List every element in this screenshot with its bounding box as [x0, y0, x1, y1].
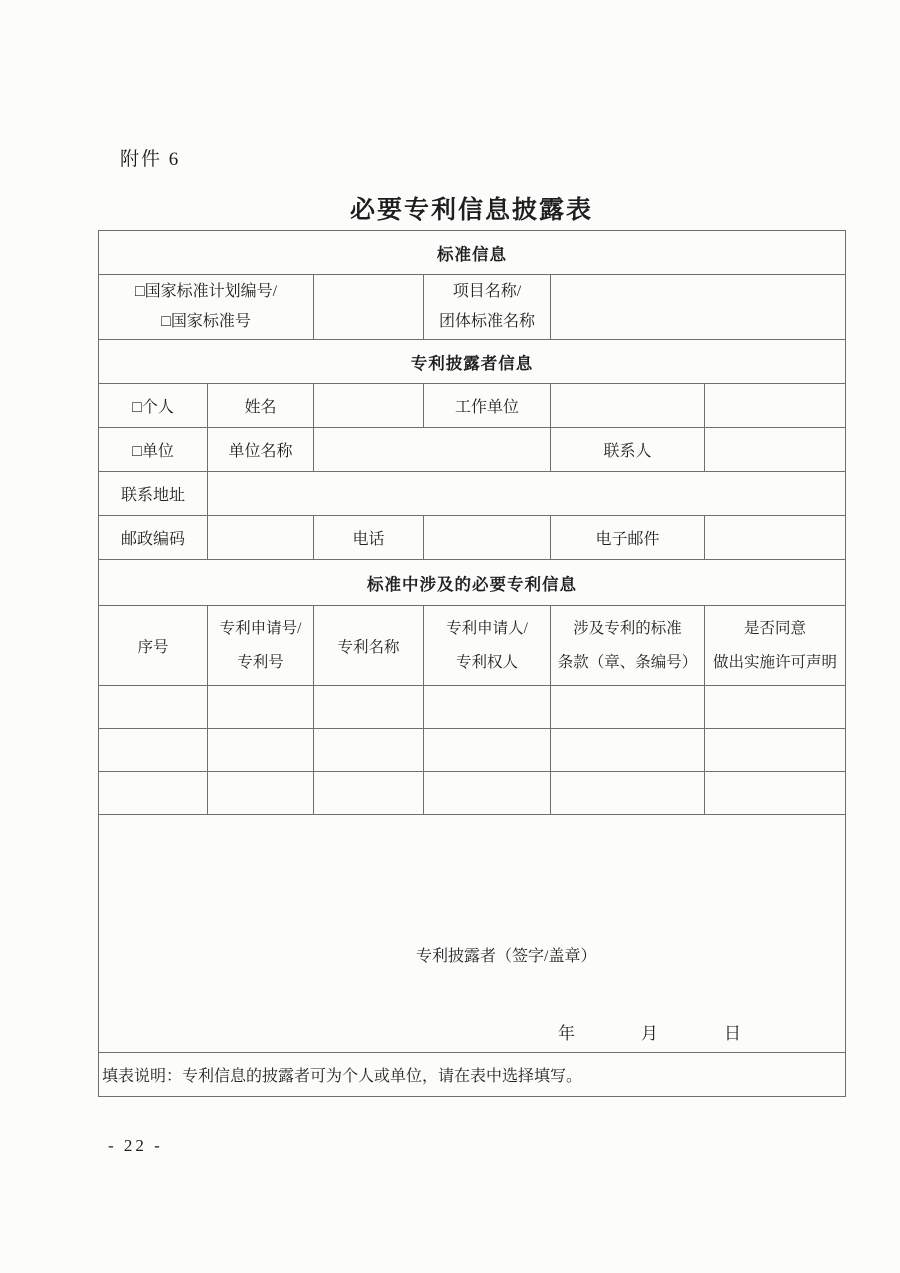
column-header-line: 专利申请人/	[446, 619, 528, 637]
empty-cell	[314, 686, 424, 729]
empty-cell	[551, 729, 705, 772]
standard-plan-number-option: □国家标准计划编号/	[134, 283, 278, 300]
column-header-line: 是否同意	[743, 619, 806, 637]
empty-cell	[208, 729, 314, 772]
empty-cell	[424, 686, 551, 729]
column-header-standard-clauses	[551, 606, 705, 686]
individual-checkbox-label: □个人	[99, 384, 208, 428]
column-header-serial: 序号	[99, 606, 208, 686]
section-header-patent-info: 标准中涉及的必要专利信息	[99, 560, 846, 606]
table-row	[99, 428, 846, 472]
table-row	[99, 340, 846, 384]
empty-cell	[208, 772, 314, 815]
empty-cell	[705, 772, 846, 815]
empty-cell	[424, 729, 551, 772]
contact-address-value-cell	[208, 472, 846, 516]
empty-cell	[314, 772, 424, 815]
standard-number-value-cell	[314, 275, 424, 340]
patent-disclosure-form-table	[98, 230, 846, 1097]
project-name-label-line2: 团体标准名称	[438, 313, 535, 330]
standard-number-label	[99, 275, 314, 340]
email-label: 电子邮件	[551, 516, 705, 560]
postal-code-value-cell	[208, 516, 314, 560]
column-header-line: 涉及专利的标准	[573, 619, 682, 637]
name-value-cell	[314, 384, 424, 428]
empty-cell	[314, 729, 424, 772]
empty-cell	[208, 686, 314, 729]
email-value-cell	[705, 516, 846, 560]
signature-row	[99, 815, 846, 1053]
empty-cell	[424, 772, 551, 815]
date-month-label: 月	[641, 1024, 658, 1043]
empty-cell	[551, 686, 705, 729]
empty-cell	[99, 729, 208, 772]
unit-name-value-cell	[314, 428, 551, 472]
column-header-line: 专利权人	[455, 653, 518, 671]
contact-person-value-cell	[705, 428, 846, 472]
document-title: 必要专利信息披露表	[349, 197, 593, 224]
patent-empty-row	[99, 772, 846, 815]
column-header-line: 专利号	[237, 653, 284, 671]
table-row	[99, 231, 846, 275]
form-filling-note: 填表说明：专利信息的披露者可为个人或单位，请在表中选择填写。	[99, 1053, 846, 1097]
column-header-line: 条款（章、条编号）	[557, 653, 698, 671]
empty-cell	[99, 686, 208, 729]
empty-cell	[705, 729, 846, 772]
column-header-line: 做出实施许可声明	[712, 653, 837, 671]
phone-label: 电话	[314, 516, 424, 560]
name-label: 姓名	[208, 384, 314, 428]
date-day-label: 日	[724, 1024, 741, 1043]
unit-name-label: 单位名称	[208, 428, 314, 472]
project-name-value-cell	[551, 275, 846, 340]
unit-checkbox-label: □单位	[99, 428, 208, 472]
project-name-label-line1: 项目名称/	[452, 283, 522, 300]
patent-table-header-row	[99, 606, 846, 686]
table-row	[99, 516, 846, 560]
attachment-label: 附件 6	[120, 149, 181, 170]
spare-cell	[705, 384, 846, 428]
date-line	[558, 1019, 741, 1044]
column-header-application-number	[208, 606, 314, 686]
work-unit-value-cell	[551, 384, 705, 428]
project-name-label	[424, 275, 551, 340]
table-row	[99, 275, 846, 340]
column-header-patent-name: 专利名称	[314, 606, 424, 686]
contact-person-label: 联系人	[551, 428, 705, 472]
patent-empty-row	[99, 729, 846, 772]
note-row	[99, 1053, 846, 1097]
empty-cell	[551, 772, 705, 815]
work-unit-label: 工作单位	[424, 384, 551, 428]
table-row	[99, 472, 846, 516]
section-header-discloser-info: 专利披露者信息	[99, 340, 846, 384]
contact-address-label: 联系地址	[99, 472, 208, 516]
column-header-line: 专利申请号/	[219, 619, 302, 637]
page-number: - 22 -	[108, 1136, 163, 1155]
signature-cell	[99, 815, 846, 1053]
empty-cell	[99, 772, 208, 815]
empty-cell	[705, 686, 846, 729]
column-header-license-consent	[705, 606, 846, 686]
postal-code-label: 邮政编码	[99, 516, 208, 560]
standard-number-option: □国家标准号	[161, 313, 251, 330]
table-row	[99, 384, 846, 428]
section-header-standard-info: 标准信息	[99, 231, 846, 275]
phone-value-cell	[424, 516, 551, 560]
signature-label: 专利披露者（签字/盖章）	[416, 948, 597, 965]
patent-empty-row	[99, 686, 846, 729]
date-year-label: 年	[558, 1024, 575, 1043]
table-row	[99, 560, 846, 606]
column-header-applicant	[424, 606, 551, 686]
